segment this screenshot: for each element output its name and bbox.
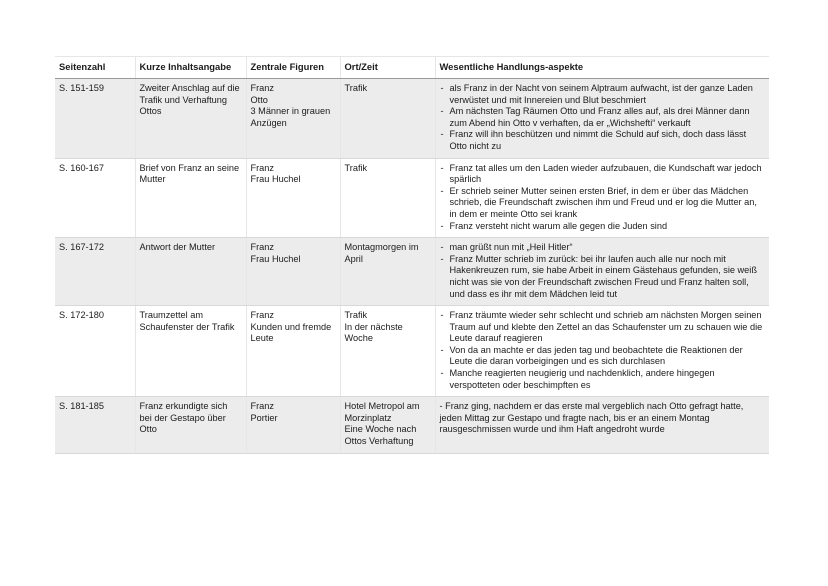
figure-item: 3 Männer in grauen Anzügen [250,106,333,128]
table-row [55,397,769,453]
list-item: - Von da an machte er das jeden tag und beobachtete die Reaktionen der Leute die daran vorbeigingen und es sich durchlasen [440,345,766,368]
figure-item: Franz [250,83,274,93]
figure-item: Frau Huchel [250,253,301,264]
cell-summary: Antwort der Mutter [135,238,246,306]
cell-figures [246,238,340,306]
cell-aspects [435,397,769,453]
cell-aspects [435,306,769,397]
cell-summary: Traumzettel am Schaufenster der Trafik [135,306,246,397]
figure-item: Franz [250,162,274,173]
cell-place-time [340,397,435,453]
place-time-item: Trafik [344,83,368,93]
cell-place-time [340,79,435,159]
list-item: - als Franz in der Nacht von seinem Alptraum aufwacht, ist der ganze Laden verwüstet und mit Innereien und Blut beschmiert [440,83,766,106]
figure-item: Franz [250,401,274,412]
cell-place-time [340,238,435,306]
cell-summary: Brief von Franz an seine Mutter [135,158,246,238]
aspects-list [440,163,766,233]
aspects-text: - Franz ging, nachdem er das erste mal vergeblich nach Otto gefragt hatte, jeden Mittag zur Gestapo und fragte nach, bis er an einem Montag rausgeschmissen wurde und ihm Haft angedroht wurde [439,401,744,435]
cell-page: S. 151-159 [55,79,135,159]
figure-item: Franz [250,242,274,253]
figure-item: Franz [250,310,274,321]
cell-place-time [340,158,435,238]
list-item: - man grüßt nun mit „Heil Hitler“ [440,242,766,254]
table-row [55,158,769,238]
cell-aspects [435,238,769,306]
aspects-list [440,310,766,391]
table-header-row [55,57,769,79]
place-time-item: Hotel Metropol am Morzinplatz [344,401,423,423]
table-row [55,238,769,306]
place-time-item: Trafik [344,162,368,173]
cell-figures [246,397,340,453]
cell-page: S. 181-185 [55,397,135,453]
table-row [55,306,769,397]
cell-aspects [435,158,769,238]
list-item: - Franz tat alles um den Laden wieder aufzubauen, die Kundschaft war jedoch spärlich [440,163,766,186]
place-time-item: Trafik [344,310,368,321]
figure-item: Portier [250,412,278,423]
place-time-item: Eine Woche nach Ottos Verhaftung [344,424,419,447]
figure-item: Kunden und fremde Leute [250,321,334,344]
cell-aspects [435,79,769,159]
header-aspects: Wesentliche Handlungs-aspekte [435,57,769,79]
cell-page: S. 172-180 [55,306,135,397]
list-item: - Franz träumte wieder sehr schlecht und schrieb am nächsten Morgen seinen Traum auf und klebte den Zettel an das Schaufenster um zu schauen wie die Leute darauf reagieren [440,310,766,345]
list-item: - Er schrieb seiner Mutter seinen ersten Brief, in dem er über das Mädchen schrieb, die Freundschaft zwischen ihm und Freud und er log die Mutter an, in dem er meinte Otto sei krank [440,186,766,221]
cell-page: S. 167-172 [55,238,135,306]
header-summary: Kurze Inhaltsangabe [135,57,246,79]
place-time-item: In der nächste Woche [344,321,406,344]
table-row [55,79,769,159]
cell-summary: Franz erkundigte sich bei der Gestapo über Otto [135,397,246,453]
cell-summary: Zweiter Anschlag auf die Trafik und Verhaftung Ottos [135,79,246,159]
aspects-list [440,242,766,300]
cell-page: S. 160-167 [55,158,135,238]
chapter-summary-table [55,56,769,454]
cell-place-time [340,306,435,397]
cell-figures [246,79,340,159]
header-page: Seitenzahl [55,57,135,79]
cell-figures [246,306,340,397]
place-time-item: Montagmorgen im April [344,242,421,264]
list-item: - Franz versteht nicht warum alle gegen die Juden sind [440,221,766,233]
figure-item: Frau Huchel [250,174,301,185]
header-place-time: Ort/Zeit [340,57,435,79]
cell-figures [246,158,340,238]
aspects-list [440,83,766,153]
list-item: - Franz Mutter schrieb im zurück: bei ihr laufen auch alle nur noch mit Hakenkreuzen rum, sie habe Arbeit in einem Gästehaus gefunden, sie weiß nicht was sie von der Freundschaft zwischen Freud und Franz halten soll, und dass es ihr mit dem Mädchen leid tut [440,254,766,300]
figure-item: Otto [250,94,268,105]
list-item: - Am nächsten Tag Räumen Otto und Franz alles auf, als drei Männer dann zum Abend hin Otto v verhaften, da er „Wichshefti“ verkauft [440,106,766,129]
list-item: - Franz will ihn beschützen und nimmt die Schuld auf sich, doch dass lässt Otto nicht zu [440,129,766,152]
list-item: - Manche reagierten neugierig und nachdenklich, andere hingegen verspotteten oder beschimpften es [440,368,766,391]
header-figures: Zentrale Figuren [246,57,340,79]
